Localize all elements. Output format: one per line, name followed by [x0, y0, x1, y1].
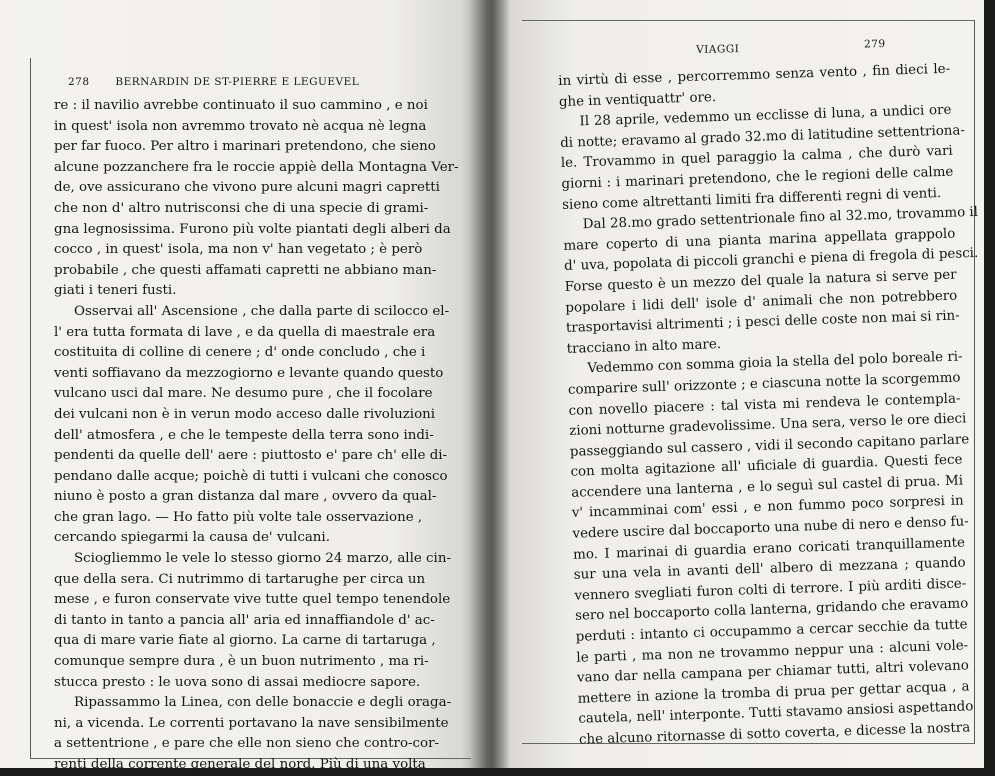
- text-line: stucca presto : le uova sono di assai mediocre sapore.: [54, 674, 421, 690]
- text-line: vano dar nella campana per chiamar tutti, altri volevano: [576, 658, 970, 686]
- text-line: mo. I marinai di guardia erano coricati tranquillamente: [572, 535, 966, 563]
- right-page-body: [558, 60, 979, 752]
- text-line: a settentrione , e pare che elle non sieno che contro-cor-: [54, 736, 440, 752]
- text-line: pendenti da quelle dell' aere : piuttosto e' pare ch' elle di-: [54, 448, 448, 464]
- text-line: giorni : i marinari pretendono, che le regioni delle calme: [561, 164, 954, 192]
- right-page-number: 279: [863, 38, 886, 51]
- text-line: Forse questo è un mezzo del quale la natura si serve per: [564, 267, 957, 295]
- text-line: sur una vela in avanti dell' albero di mezzana ; quando: [573, 555, 966, 583]
- text-line: che alcuno ritornasse di sotto coverta, e dicesse la nostra: [578, 720, 971, 748]
- text-line: sero nel boccaporto colla lanterna, gridando che eravamo: [574, 596, 969, 625]
- text-line: cocco , in quest' isola, ma non v' han vegetato ; è però: [54, 242, 423, 258]
- text-line: Dal 28.mo grado settentrionale fino al 32.mo, trovammo il: [582, 205, 979, 233]
- text-line: mare coperto di una pianta marina appellata grappolo: [563, 226, 956, 254]
- text-line: in virtù di esse , percorremmo senza vento , fin dieci le-: [558, 61, 951, 89]
- text-line: che gran lago. — Ho fatto più volte tale osservazione ,: [54, 509, 423, 525]
- text-line: Sciogliemmo le vele lo stesso giorno 24 marzo, alle cin-: [74, 551, 451, 567]
- text-line: de, ove assicurano che vivono pure alcuni magri capretti: [54, 180, 440, 196]
- text-line: alcune pozzanchere fra le roccie appiè della Montagna Ver-: [54, 159, 459, 175]
- text-line: accendere una lanterna , e lo seguì sul castel di prua. Mi: [571, 473, 964, 501]
- text-line: pendano dalle acque; poichè di tutti i vulcani che conosco: [54, 468, 448, 484]
- text-line: passeggiando sul cassero , vidi il secondo capitano parlare: [569, 431, 970, 460]
- text-line: vedere uscire dal boccaporto una nube di nero e denso fu-: [572, 514, 969, 542]
- text-line: dei vulcani non è in verun modo acceso dalle rivoluzioni: [54, 406, 436, 422]
- text-line: dell' atmosfera , e che le tempeste della terra sono indi-: [54, 427, 434, 443]
- text-line: Vedemmo con somma gioia la stella del polo boreale ri-: [587, 349, 963, 377]
- text-line: gna legnosissima. Furono più volte piantati degli alberi da: [54, 221, 451, 237]
- text-line: mettere in azione la tromba di prua per gettar acqua , a: [577, 679, 970, 707]
- text-line: ghe in ventiquattr' ore.: [558, 89, 717, 110]
- left-page-number: 278: [68, 76, 90, 88]
- text-line: comparire sull' orizzonte ; e ciascuna notte la scorgemmo: [567, 370, 961, 398]
- text-line: che non d' altro nutrisconsi che di una specie di grami-: [54, 200, 429, 216]
- left-page-body: [54, 96, 459, 776]
- text-line: perduti : intanto ci occupammo a cercar secchie da tutte: [575, 617, 968, 645]
- text-line: probabile , che questi affamati capretti ne abbiano man-: [54, 262, 437, 278]
- left-running-head: BERNARDIN DE ST-PIERRE E LEGUEVEL: [115, 76, 360, 88]
- text-line: giati i teneri fusti.: [54, 283, 177, 299]
- text-line: costituita di colline di cenere ; d' onde concludo , che i: [54, 345, 426, 361]
- text-line: di tanto in tanto a pancia all' aria ed innaffiandole d' ac-: [54, 612, 435, 628]
- left-page-header: [68, 76, 448, 88]
- text-line: sieno come altrettanti limiti fra differenti regni di venti.: [561, 185, 942, 213]
- right-page: [486, 0, 984, 768]
- text-line: Osservai all' Ascensione , che dalla parte di scilocco el-: [74, 303, 450, 319]
- text-line: venti soffiavano da mezzogiorno e levante quando questo: [54, 365, 444, 381]
- text-line: popolare i lidi dell' isole d' animali che non potrebbero: [565, 288, 958, 316]
- text-line: vulcano usci dal mare. Ne desumo pure , che il focolare: [54, 386, 433, 402]
- text-line: que della sera. Ci nutrimmo di tartarughe per circa un: [54, 571, 426, 587]
- text-line: con novello piacere : tal vista mi rendeva le contempla-: [568, 391, 961, 419]
- text-line: d' uva, popolata di piccoli granchi e piena di fregola di pesci.: [563, 246, 979, 275]
- text-line: tracciano in alto mare.: [566, 336, 722, 357]
- text-line: mese , e furon conservate vive tutte quel tempo tenendole: [54, 592, 451, 608]
- left-page: [0, 0, 486, 772]
- text-line: renti della corrente generale del nord. Più di una volta: [54, 757, 426, 772]
- text-line: qua di mare varie fiate al giorno. La carne di tartaruga ,: [54, 633, 436, 649]
- text-line: le parti , ma non ne trovammo neppur una : alcuni vole-: [576, 638, 969, 666]
- right-running-head: VIAGGI: [696, 43, 740, 56]
- text-line: Ripassammo la Linea, con delle bonaccie e degli oraga-: [74, 695, 452, 711]
- text-line: v' incamminai com' essi , e non fummo poco sorpresi in: [571, 493, 964, 522]
- text-line: cautela, nell' interponte. Tutti stavamo ansiosi aspettando: [578, 699, 974, 728]
- text-line: comunque sempre dura , è un buon nutrimento , ma ri-: [54, 654, 429, 670]
- text-line: con molta agitazione all' uficiale di guardia. Questi fece: [570, 452, 963, 481]
- text-line: in quest' isola non avremmo trovato nè acqua nè legna: [54, 118, 427, 134]
- text-line: vennero svegliati furon colti di terrore. I più arditi disce-: [574, 576, 967, 604]
- text-line: re : il navilio avrebbe continuato il suo cammino , e noi: [54, 98, 428, 113]
- text-line: per far fuoco. Per altro i marinari pretendono, che sieno: [54, 139, 436, 155]
- text-line: l' era tutta formata di lave , e da quella di maestrale era: [54, 324, 436, 340]
- text-line: ni, a vicenda. Le correnti portavano la nave sensibilmente: [54, 715, 449, 731]
- text-line: zioni notturne gradevolissime. Una sera, verso le ore dieci: [569, 411, 967, 439]
- text-line: di notte; eravamo al grado 32.mo di latitudine settentriona-: [560, 123, 966, 151]
- text-line: cercando spiegarmi la causa de' vulcani.: [54, 530, 330, 546]
- text-line: Il 28 aprile, vedemmo un ecclisse di luna, a undici ore: [579, 102, 952, 130]
- text-line: le. Trovammo in quel paraggio la calma , che durò vari: [560, 144, 953, 172]
- text-line: niuno è posto a gran distanza dal mare , ovvero da qual-: [54, 489, 437, 505]
- text-line: trasportavisi altrimenti ; i pesci delle coste non mai si rin-: [565, 308, 960, 336]
